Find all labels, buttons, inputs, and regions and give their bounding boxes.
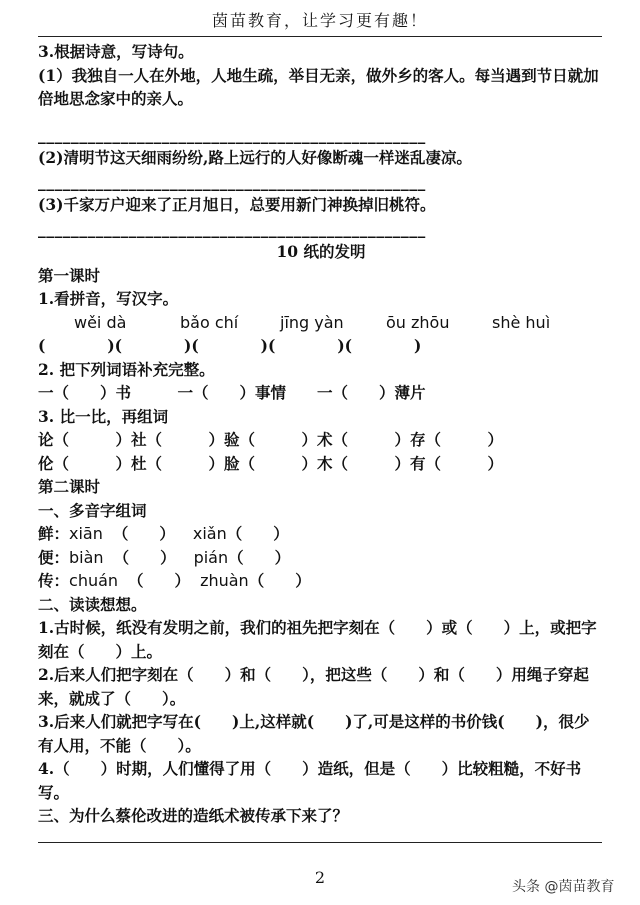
section3-heading: 3.根据诗意，写诗句。 <box>38 42 194 61</box>
page-header: 茵苗教育，让学习更有趣！ <box>211 11 428 30</box>
worksheet-content <box>38 40 604 828</box>
part2-heading: 二、读读想想。 <box>38 594 147 614</box>
answer-line-3[interactable]: _______________________________________________ <box>38 218 426 238</box>
polyphone-pinyin: xiān <box>69 524 103 543</box>
footer-divider <box>38 842 602 843</box>
reading-question-3[interactable]: 3.后来人们就把字写在( )上,这样就( )了,可是这样的书价钱( )，很少有人用，不能（ ）。 <box>38 712 590 755</box>
q2-instruction: 2. 把下列词语补充完整。 <box>38 359 215 379</box>
polyphone-char: 鲜： <box>38 524 70 543</box>
part3-heading: 三、为什么蔡伦改进的造纸术被传承下来了？ <box>38 806 349 825</box>
poem-item-1: (1）我独自一人在外地，人地生疏，举目无亲，做外乡的客人。每当遇到节日就加倍地思念家中的亲人。 <box>38 65 599 108</box>
reading-question-1[interactable]: 1.古时候，纸没有发明之前，我们的祖先把字刻在（ ）或（ ）上，或把字刻在（ ）上。 <box>38 618 597 661</box>
answer-line-2[interactable]: _______________________________________________ <box>38 171 426 191</box>
hanzi-answer-brackets[interactable]: ( )( )( )( )( ) <box>38 336 422 355</box>
polyphone-pinyin: xiǎn <box>192 524 227 543</box>
lesson2-heading: 第二课时 <box>38 477 101 496</box>
pinyin-item: shè huì <box>492 312 551 332</box>
reading-question-4[interactable]: 4.（ ）时期，人们懂得了用（ ）造纸，但是（ ）比较粗糙，不好书写。 <box>38 759 582 802</box>
polyphone-row[interactable]: 便：biàn （ ） pián（ ） <box>38 547 291 567</box>
poem-item-2: (2)清明节这天细雨纷纷,路上远行的人好像断魂一样迷乱凄凉。 <box>38 148 472 167</box>
polyphone-pinyin: chuán <box>69 571 119 590</box>
lesson-title: 10 纸的发明 <box>276 242 366 261</box>
q2-fill-line[interactable]: 一（ ）书 一（ ）事情 一（ ）薄片 <box>38 383 426 402</box>
polyphone-char: 传： <box>38 571 70 590</box>
compare-row-1[interactable]: 论（ ）社（ ）验（ ）术（ ）存（ ） <box>38 430 504 449</box>
answer-line-1[interactable]: _______________________________________________ <box>38 124 426 144</box>
polyphone-row[interactable]: 传：chuán （ ） zhuàn（ ） <box>38 571 311 590</box>
watermark: 头条 @茵苗教育 <box>512 879 615 895</box>
pinyin-row <box>38 311 604 335</box>
polyphone-pinyin: zhuàn <box>200 571 249 590</box>
polyphone-char: 便： <box>38 547 70 567</box>
pinyin-item: bǎo chí <box>180 312 239 332</box>
part1-heading: 一、多音字组词 <box>38 500 147 520</box>
pinyin-item: jīng yàn <box>280 312 344 332</box>
q1-instruction: 1.看拼音，写汉字。 <box>38 289 179 308</box>
page-number: 2 <box>314 868 326 887</box>
lesson1-heading: 第一课时 <box>38 265 101 285</box>
polyphone-row[interactable]: 鲜：xiān （ ） xiǎn（ ） <box>38 524 289 543</box>
polyphone-pinyin: pián <box>193 547 229 567</box>
header-divider <box>38 36 602 37</box>
polyphone-pinyin: biàn <box>69 547 104 567</box>
reading-question-2[interactable]: 2.后来人们把字刻在（ ）和（ ），把这些（ ）和（ ）用绳子穿起来，就成了（ ）。 <box>38 665 589 708</box>
pinyin-item: ōu zhōu <box>386 312 450 332</box>
pinyin-item: wěi dà <box>74 312 127 332</box>
q3-instruction: 3. 比一比，再组词 <box>38 406 169 426</box>
compare-row-2[interactable]: 伦（ ）杜（ ）脸（ ）木（ ）有（ ） <box>38 453 504 473</box>
poem-item-3: (3)千家万户迎来了正月旭日，总要用新门神换掉旧桃符。 <box>38 195 436 214</box>
